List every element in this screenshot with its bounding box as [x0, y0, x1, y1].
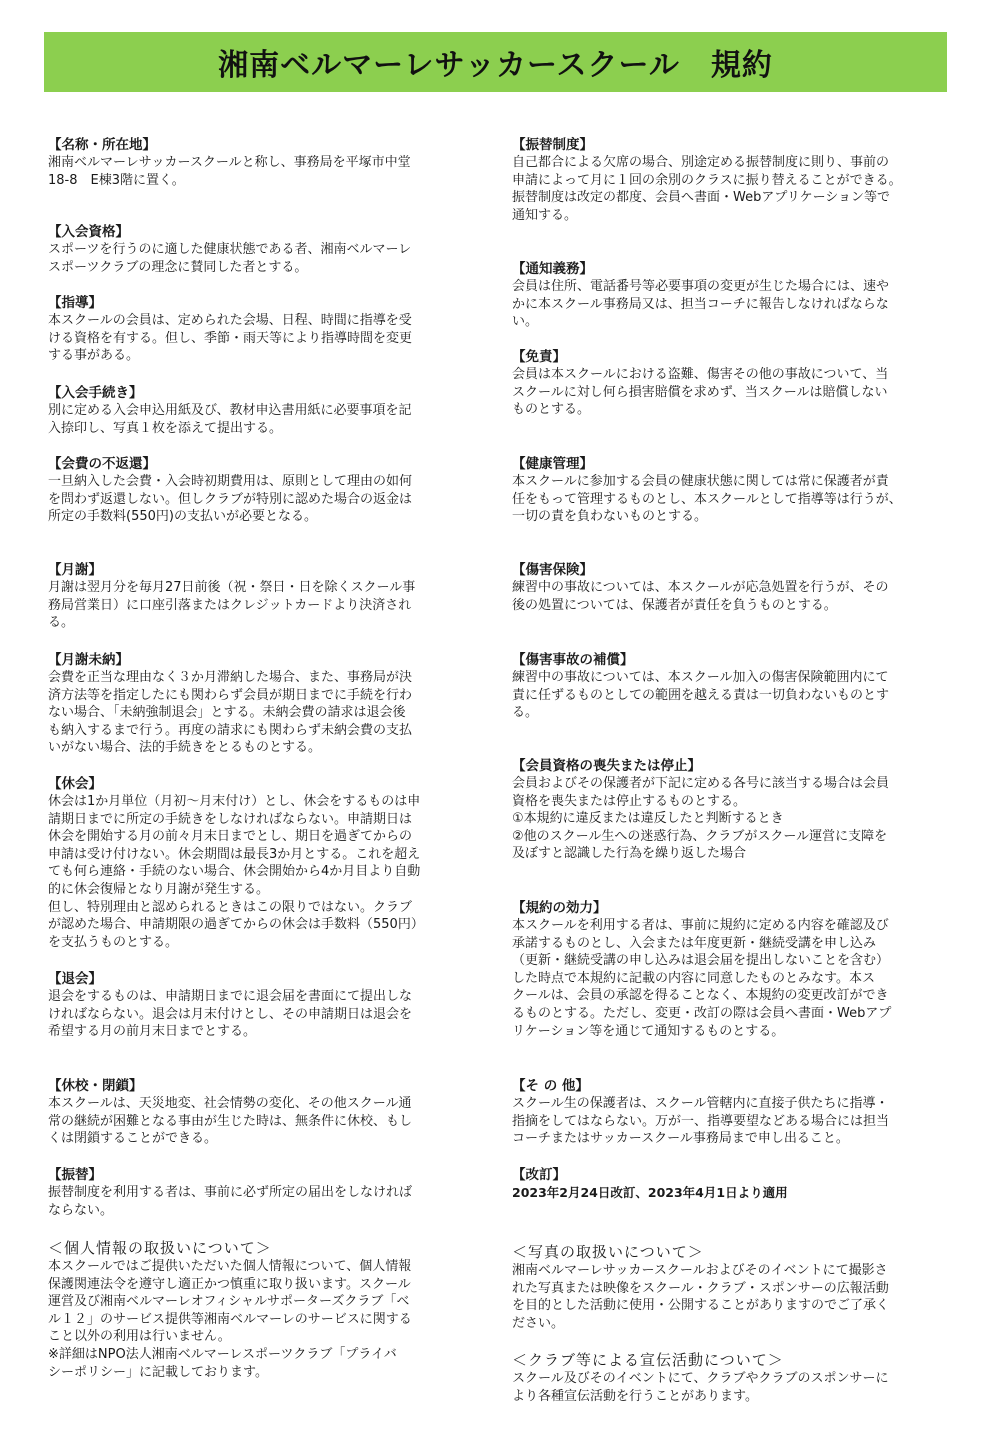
section-notification-duty: [512, 260, 942, 331]
section-other: [512, 1077, 942, 1148]
page-title: 湘南ベルマーレサッカースクール 規約: [218, 48, 773, 83]
section-body: 練習中の事故については、本スクールが応急処置を行うが、その 後の処置については、保護者が責任を負うものとする。: [512, 580, 889, 613]
section-body: 湘南ベルマーレサッカースクールおよびそのイベントにて撮影さ れた写真または映像をスクール・クラブ・スポンサーの広報活動 を目的とした活動に使用・公開することがありますのでご了承く ださい。: [512, 1263, 890, 1331]
section-body: 本スクールを利用する者は、事前に規約に定める内容を確認及び 承諾するものとし、入会または年度更新・継続受講を申し込み （更新・継続受講の申し込みは退会届を提出しないことを含む） した時点で本規約に記載の内容に同意したものとみなす。本ス クールは、会員の承認を得ることなく、本規約の変更改訂ができ るものとする。ただし、変更・改訂の際は会員へ書面・Webアプ リケーション等を通じて通知するものとする。: [512, 918, 892, 1039]
section-body: 本スクールに参加する会員の健康状態に関しては常に保護者が責 任をもって管理するものとし、本スクールとして指導等は行うが、 一切の責を負わないものとする。: [512, 474, 902, 525]
section-coaching: [48, 294, 478, 365]
section-heading: 【会費の不返還】: [48, 456, 156, 472]
section-body: 会費を正当な理由なく３か月滞納した場合、また、事務局が決 済方法等を指定したにも関わらず会員が期日までに手続を行わ ない場合、「未納強制退会」とする。未納会費の請求は退会後 も納入するまで行う。再度の請求にも関わらず未納会費の支払 いがない場合、法的手続きをとるものとする。: [48, 670, 413, 756]
section-withdrawal: [48, 970, 478, 1041]
section-heading: 【免責】: [512, 349, 566, 365]
section-body: 本スクールは、天災地変、社会情勢の変化、その他スクール通 常の継続が困難となる事由が生じた時は、無条件に休校、もし くは閉鎖することができる。: [48, 1096, 413, 1147]
section-privacy: [48, 1238, 478, 1381]
section-non-refund: [48, 455, 478, 526]
section-leave: [48, 775, 478, 951]
section-heading: 【規約の効力】: [512, 900, 607, 916]
section-enrollment: [48, 384, 478, 437]
section-disclaimer: [512, 348, 942, 419]
section-eligibility: [48, 223, 478, 276]
section-body: 会員およびその保護者が下記に定める各号に該当する場合は会員 資格を喪失または停止するものとする。 ①本規約に違反または違反したと判断するとき ②他のスクール生への迷惑行為、クラブがスクール運営に支障を 及ぼすと認識した行為を繰り返した場合: [512, 776, 890, 862]
section-accident-compensation: [512, 651, 942, 722]
section-insurance: [512, 561, 942, 614]
section-name-location: [48, 136, 478, 189]
section-body: 本スクールではご提供いただいた個人情報について、個人情報 保護関連法令を遵守し適正かつ慎重に取り扱います。スクール 運営及び湘南ベルマーレオフィシャルサポーターズクラブ「ベ ル１２」のサービス提供等湘南ベルマーレのサービスに関する こと以外の利用は行いません。 ※詳細はNPO法人湘南ベルマーレスポーツクラブ「プライバ シーポリシー」に記載しております。: [48, 1259, 412, 1380]
section-photo-handling: [512, 1242, 942, 1332]
section-body: 本スクールの会員は、定められた会場、日程、時間に指導を受 ける資格を有する。但し、季節・雨天等により指導時間を変更 する事がある。: [48, 313, 413, 364]
section-heading: 【振替制度】: [512, 137, 593, 153]
section-body: 休会は1か月単位（月初〜月末付け）とし、休会をするものは申 請期日までに所定の手続きをしなければならない。申請期日は 休会を開始する月の前々月末日までとし、期日を過ぎてからの 申請は受け付けない。休会期間は最長3か月とする。これを超え ても何ら連絡・手続のない場合、休会開始から4か月目より自動 的に休会復帰となり月謝が発生する。 但し、特別理由と認められるときはこの限りではない。クラブ が認めた場合、申請期限の過ぎてからの休会は手数料（550円） を支払うものとする。: [48, 794, 424, 950]
section-body: スクール及びそのイベントにて、クラブやクラブのスポンサーに より各種宣伝活動を行うことがあります。: [512, 1371, 889, 1404]
section-heading: 【そ の 他】: [512, 1078, 589, 1094]
section-monthly-fee: [48, 561, 478, 632]
section-heading: ＜クラブ等による宣伝活動について＞: [512, 1351, 784, 1369]
section-body: 一旦納入した会費・入会時初期費用は、原則として理由の如何 を問わず返還しない。但しクラブが特別に認めた場合の返金は 所定の手数料(550円)の支払いが必要となる。: [48, 474, 413, 525]
section-promotion: [512, 1350, 942, 1405]
section-heading: 【指導】: [48, 295, 102, 311]
section-heading: 【入会資格】: [48, 224, 129, 240]
section-heading: 【傷害保険】: [512, 562, 593, 578]
section-heading: ＜写真の取扱いについて＞: [512, 1243, 704, 1261]
section-body: スクール生の保護者は、スクール管轄内に直接子供たちに指導・ 指摘をしてはならない。万が一、指導要望などある場合には担当 コーチまたはサッカースクール事務局まで申し出ること。: [512, 1096, 890, 1147]
section-heading: 【月謝未納】: [48, 652, 129, 668]
section-body: 自己都合による欠席の場合、別途定める振替制度に則り、事前の 申請によって月に１回の余別のクラスに振り替えることができる。 振替制度は改定の都度、会員へ書面・Webアプリケーション等で 通知する。: [512, 155, 902, 223]
section-body: 会員は本スクールにおける盗難、傷害その他の事故について、当 スクールに対し何ら損害賠償を求めず、当スクールは賠償しない ものとする。: [512, 367, 889, 418]
section-unpaid-fee: [48, 651, 478, 757]
section-heading: 【健康管理】: [512, 456, 593, 472]
section-body: 退会をするものは、申請期日までに退会届を書面にて提出しな ければならない。退会は月末付けとし、その申請期日は退会を 希望する月の前月末日までとする。: [48, 989, 413, 1040]
section-body: 湘南ベルマーレサッカースクールと称し、事務局を平塚市中堂 18-8 E棟3階に置く。: [48, 155, 411, 188]
section-heading: ＜個人情報の取扱いについて＞: [48, 1239, 272, 1257]
section-closure: [48, 1077, 478, 1148]
section-revision: [512, 1166, 942, 1202]
section-heading: 【休校・閉鎖】: [48, 1078, 143, 1094]
section-body: 別に定める入会申込用紙及び、教材申込書用紙に必要事項を記 入捺印し、写真１枚を添えて提出する。: [48, 403, 412, 436]
section-body: 練習中の事故については、本スクール加入の傷害保険範囲内にて 責に任ずるものとしての範囲を越える責は一切負わないものとす る。: [512, 670, 890, 721]
section-body: 月謝は翌月分を毎月27日前後（祝・祭日・日を除くスクール事 務局営業日）に口座引落またはクレジットカードより決済され る。: [48, 580, 416, 631]
section-transfer-system: [512, 136, 942, 224]
section-body: 2023年2月24日改訂、2023年4月1日より適用: [512, 1185, 788, 1200]
section-membership-loss: [512, 757, 942, 863]
section-health: [512, 455, 942, 526]
section-heading: 【入会手続き】: [48, 385, 143, 401]
section-heading: 【休会】: [48, 776, 102, 792]
section-heading: 【振替】: [48, 1167, 102, 1183]
section-body: 会員は住所、電話番号等必要事項の変更が生じた場合には、速や かに本スクール事務局又は、担当コーチに報告しなければならな い。: [512, 279, 890, 330]
section-rules-effect: [512, 899, 942, 1040]
section-heading: 【月謝】: [48, 562, 102, 578]
section-heading: 【名称・所在地】: [48, 137, 156, 153]
section-body: スポーツを行うのに適した健康状態である者、湘南ベルマーレ スポーツクラブの理念に賛同した者とする。: [48, 242, 412, 275]
section-heading: 【改訂】: [512, 1167, 566, 1183]
section-heading: 【退会】: [48, 971, 102, 987]
title-banner: [44, 32, 947, 92]
section-transfer: [48, 1166, 478, 1219]
section-heading: 【通知義務】: [512, 261, 593, 277]
section-heading: 【傷害事故の補償】: [512, 652, 634, 668]
section-body: 振替制度を利用する者は、事前に必ず所定の届出をしなければ ならない。: [48, 1185, 413, 1218]
section-heading: 【会員資格の喪失または停止】: [512, 758, 701, 774]
